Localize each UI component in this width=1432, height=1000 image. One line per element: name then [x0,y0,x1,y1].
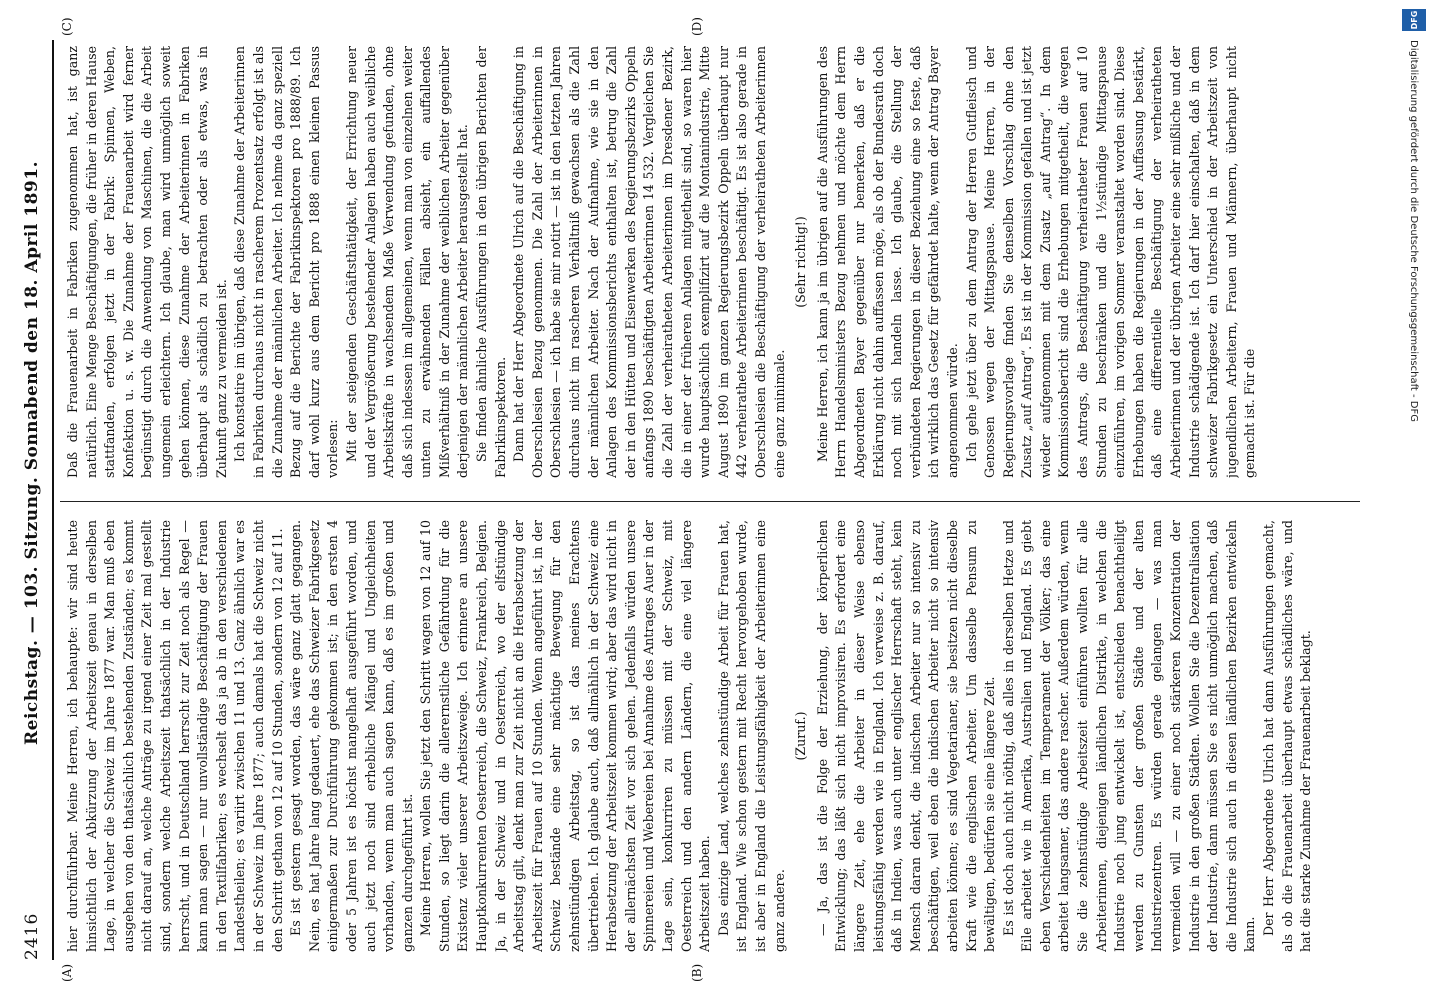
page-title: Reichstag. — 103. Sitzung. Sonnabend den 18. April 1891. [22,161,42,745]
page-header [14,40,50,960]
paragraph: Ich konstatire im übrigen, daß diese Zunahme der Arbeiterinnen in Fabriken durchaus nicht in rascherem Prozentsatz erfolgt ist als die Zunahme der männlichen Arbeiter. Ich nehme da ganz speziell Bezug auf die Berichte der Fabrikinspektoren pro 1888/89. Ich darf wohl kurz aus dem Bericht pro 1888 einen kleinen Passus vorlesen: [232,46,341,478]
paragraph: Meine Herren, wollen Sie jetzt den Schritt wagen von 12 auf 10 Stunden, so liegt darin die allerernstliche Gefährdung für die Existenz vieler unserer Arbeitszweige. Ich erinnere an unsere Hauptkonkurrenten Oesterreich, die Schweiz, Frankreich, Belgien. Ja, in der Schweiz und in Oesterreich, wo der elfstündige Arbeitstag gilt, denkt man zur Zeit nicht an die Herabsetzung der Arbeitszeit für Frauen auf 10 Stunden. Wenn angeführt ist, in der Schweiz bestände eine sehr mächtige Bewegung für den zehnstündigen Arbeitstag, so ist das meines Erachtens übertrieben. Ich glaube auch, daß allmählich in der Schweiz eine Herabsetzung der Arbeitszeit kommen wird; aber das wird nicht in der allernächsten Zeit vor sich gehen. Jedenfalls würden unsere Spinnereien und Webereien bei Annahme des Antrages Auer in der Lage sein, konkurriren zu müssen mit der Schweiz, mit Oesterreich und den andern Ländern, die eine viel längere Arbeitszeit haben. [418,520,713,952]
paragraph: Es ist gestern gesagt worden, das wäre ganz glatt gegangen. Nein, es hat Jahre lang gedauert, ehe das Schweizer Fabrikgesetz einigermaßen zur Durchführung gekommen ist; in den ersten 4 oder 5 Jahren ist es höchst mangelhaft ausgeführt worden, und auch jetzt noch sind erhebliche Mängel und Ungleichheiten vorhanden, wenn man auch sagen kann, daß es im großen und ganzen durchgeführt ist. [288,520,415,952]
paragraph: hier durchführbar. Meine Herren, ich behaupte: wir sind heute hinsichtlich der Abkürzung der Arbeitszeit genau in derselben Lage, in welcher die Schweiz im Jahre 1877 war. Man muß eben ausgehen von den thatsächlich bestehenden Zuständen; es kommt nicht darauf an, welche Anträge zu irgend einer Zeit mal gestellt sind, sondern welche Arbeitszeit thatsächlich in der Industrie herrscht, und in Deutschland herrscht zur Zeit noch als Regel — kann man sagen — nur unvollständige Beschäftigung der Frauen in den Textilfabriken; es wechselt das ja ab in den verschiedenen Landestheilen; es variirt zwischen 11 und 13. Ganz ähnlich war es in der Schweiz im Jahre 1877; auch damals hat die Schweiz nicht den Schritt gethan von 12 auf 10 Stunden, sondern von 12 auf 11. [65,520,285,952]
paragraph: Sie finden ähnliche Ausführungen in den übrigen Berichten der Fabrikinspektoren. [474,46,508,478]
digitization-sidebar [1396,0,1432,1000]
left-column [64,520,1364,952]
interjection: (Sehr richtig!) [793,216,809,308]
paragraph: Meine Herren, ich kann ja im übrigen auf die Ausführungen des Herrn Handelsministers Bezug nehmen und möchte dem Herrn Abgeordneten Bayer gegenüber nur bemerken, daß er die Erklärung nicht dahin auffassen möge, als ob der Bundesrath doch noch mit sich handeln lasse. Ich glaube, die Stellung der verbündeten Regierungen in dieser Beziehung eine so feste, daß ich wirklich das Gesetz für gefährdet halte, wenn der Antrag Bayer angenommen würde. [814,46,960,478]
paragraph: — Ja, das ist die Folge der Erziehung, der körperlichen Entwicklung; das läßt sich nicht improvisiren. Es erfordert eine längere Zeit, ehe die Arbeiter in dieser Weise ebenso leistungsfähig werden wie in England. Ich verweise z. B. darauf, daß in Indien, was auch unter englischer Herrschaft steht, kein Mensch daran denkt, die indischen Arbeiter nur so intensiv zu beschäftigen, weil eben die indischen Arbeiter nicht so intensiv arbeiten können; es sind Vegetarianer, sie besitzen nicht dieselbe Kraft wie die englischen Arbeiter. Um dasselbe Pensum zu bewältigen, bedürfen sie eine längere Zeit. [814,520,998,952]
header-rule [52,40,54,960]
paragraph: Das einzige Land, welches zehnstündige Arbeit für Frauen hat, ist England. Wie schon gestern mit Recht hervorgehoben wurde, ist aber in England die Leistungsfähigkeit der Arbeiterinnen eine ganz andere. [715,520,787,952]
page-number: 2416 [22,912,42,960]
paragraph: Ich gehe jetzt über zu dem Antrag der Herren Gutfleisch und Genossen wegen der Mittagspause. Meine Herren, in der Regierungsvorlage finden Sie denselben Vorschlag ohne den Zusatz „auf Antrag“. Es ist in der Kommission gefallen und ist jetzt wieder aufgenommen mit dem Zusatz „auf Antrag“. In dem Kommissionsbericht sind die Erhebungen mitgetheilt, die wegen des Antrags, die Beschäftigung verheiratheter Frauen auf 10 Stunden zu beschränken und die 1½stündige Mittagspause einzuführen, im vorigen Sommer veranstaltet worden sind. Diese Erhebungen haben die Regierungen in der Auffassung bestärkt, daß eine differentielle Beschäftigung der verheiratheten Arbeiterinnen und der übrigen Arbeiter eine sehr mißliche und der Industrie schädigende ist. Ich darf hier einschalten, daß in dem schweizer Fabrikgesetz ein Unterschied in der Arbeitszeit von jugendlichen Arbeitern, Frauen und Männern, überhaupt nicht gemacht ist. Für die [963,46,1258,478]
credit-text: Digitalisierung gefördert durch die Deutsche Forschungsgemeinschaft - DFG [1408,40,1419,423]
margin-marker-d: (D) [690,17,704,36]
paragraph: Der Herr Abgeordnete Ulrich hat dann Ausführungen gemacht, als ob die Frauenarbeit überhaupt etwas schädliches wäre, und hat die starke Zunahme der Frauenarbeit beklagt. [1261,520,1314,952]
margin-marker-a: (A) [60,963,74,982]
right-column [64,46,1364,478]
dfg-logo: DFG [1402,9,1426,31]
interjection: (Zuruf.) [793,711,809,761]
paragraph: Dann hat der Herr Abgeordnete Ulrich auf die Beschäftigung in Oberschlesien Bezug genommen. Die Zahl der Arbeiterinnen in Oberschlesien — ich habe sie mir notirt — ist in den letzten Jahren durchaus nicht im rascheren Verhältniß gewachsen als die Zahl der männlichen Arbeiter. Nach der Aufnahme, wie sie in den Anlagen des Kommissionsberichts enthalten ist, betrug die Zahl der in den Hütten und Eisenwerken des Regierungsbezirks Oppeln anfangs 1890 beschäftigten Arbeiterinnen 14 532. Vergleichen Sie die Zahl der verheiratheten Arbeiterinnen im Dresdener Bezirk, die in einer der früheren Anlagen mitgetheilt sind, so waren hier wurde hauptsächlich exemplifizirt auf die Montanindustrie, Mitte August 1890 im ganzen Regierungsbezirk Oppeln überhaupt nur 442 verheirathete Arbeiterinnen beschäftigt. Es ist also gerade in Oberschlesien die Beschäftigung der verheiratheten Arbeiterinnen eine ganz minimale. [511,46,787,478]
paragraph: Es ist doch auch nicht nöthig, daß alles in derselben Hetze und Eile arbeitet wie in Amerika, Australien und England. Es giebt eben Verschiedenheiten im Temperament der Völker; das eine arbeitet langsamer, das andere rascher. Außerdem würden, wenn Sie die zehnstündige Arbeitszeit einführen wollten für alle Arbeiterinnen, diejenigen ländlichen Distrikte, in welchen die Industrie noch jung entwickelt ist, entschieden benachtheiligt werden zu Gunsten der großen Städte und der alten Industriezentren. Es würden gerade gelangen — was man vermeiden will — zu einer noch stärkeren Konzentration der Industrie in den großen Städten. Wollen Sie die Dezentralisation der Industrie, dann müssen Sie es nicht unmöglich machen, daß die Industrie sich auch in diesen ländlichen Bezirken entwickeln kann. [1000,520,1258,952]
column-divider [60,501,1360,502]
paragraph: Daß die Frauenarbeit in Fabriken zugenommen hat, ist ganz natürlich. Eine Menge Beschäftigungen, die früher in deren Hause stattfanden, erfolgen jetzt in der Fabrik: Spinnen, Weben, Konfektion u. s. w. Die Zunahme der Frauenarbeit wird ferner begünstigt durch die Anwendung von Maschinen, die die Arbeit ungemein erleichtern. Ich glaube, man wird unmöglich soweit gehen können, diese Zunahme der Arbeiterinnen in Fabriken überhaupt als schädlich zu betrachten oder als etwas, was in Zukunft ganz zu vermeiden ist. [65,46,229,478]
margin-marker-b: (B) [690,963,704,982]
quote-paragraph: Mit der steigenden Geschäftsthätigkeit, der Errichtung neuer und der Vergrößerung bestehender Anlagen haben auch weibliche Arbeitskräfte in wachsendem Maße Verwendung gefunden, ohne daß sich indessen im allgemeinen, wenn man von einzelnen weiter unten zu erwähnenden Fällen absieht, ein auffallendes Mißverhältniß in der Zunahme der weiblichen Arbeiter gegenüber derjenigen der männlichen Arbeiter herausgestellt hat. [343,46,471,478]
margin-marker-c: (C) [60,17,74,36]
